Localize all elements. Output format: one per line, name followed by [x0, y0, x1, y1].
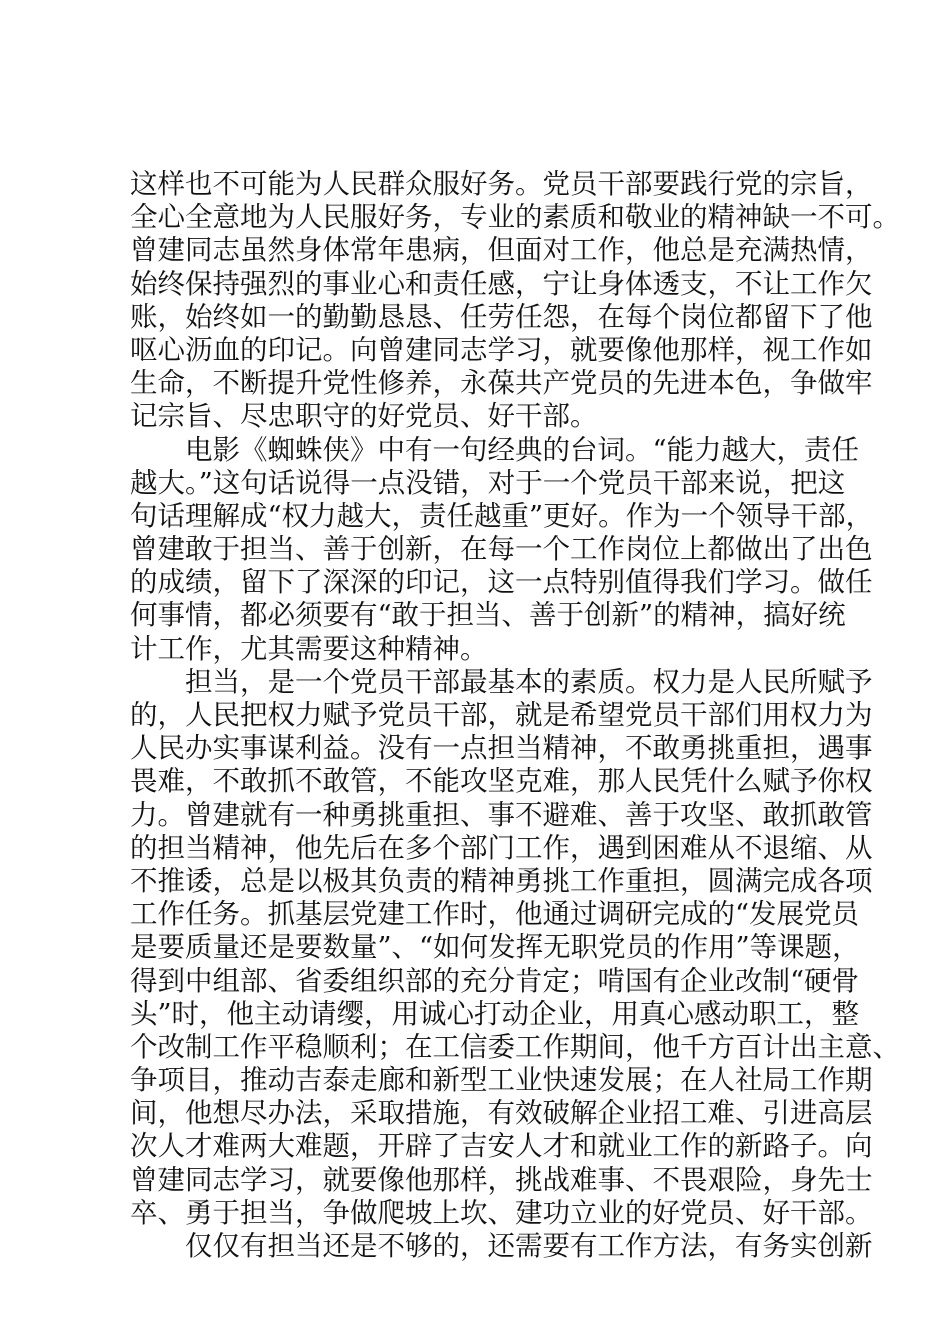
text-line: 力。曾建就有一种勇挑重担、事不避难、善于攻坚、敢抓敢管 — [130, 798, 873, 831]
text-line: 的，人民把权力赋予党员干部，就是希望党员干部们用权力为 — [130, 699, 873, 731]
text-line: 的担当精神，他先后在多个部门工作，遇到困难从不退缩、从 — [130, 831, 873, 864]
text-line: 句话理解成“权力越大，责任越重”更好。作为一个领导干部， — [130, 499, 874, 532]
text-line: 不推诿，总是以极其负责的精神勇挑工作重担，圆满完成各项 — [130, 864, 873, 897]
paragraph-first-line: 电影《蜘蛛侠》中有一句经典的台词。“能力越大，责任 — [185, 433, 860, 466]
text-line: 间，他想尽办法，采取措施，有效破解企业招工难、引进高层 — [130, 1097, 873, 1130]
text-line: 的成绩，留下了深深的印记，这一点特别值得我们学习。做任 — [130, 566, 873, 599]
text-line: 始终保持强烈的事业心和责任感，宁让身体透支，不让工作欠 — [130, 267, 873, 300]
text-line: 卒、勇于担当，争做爬坡上坎、建功立业的好党员、好干部。 — [130, 1196, 873, 1229]
text-line: 何事情，都必须要有“敢于担当、善于创新”的精神，搞好统 — [130, 599, 846, 632]
text-line: 次人才难两大难题，开辟了吉安人才和就业工作的新路子。向 — [130, 1130, 873, 1163]
text-line: 工作任务。抓基层党建工作时，他通过调研完成的“发展党员 — [130, 898, 860, 931]
text-line: 呕心沥血的印记。向曾建同志学习，就要像他那样，视工作如 — [130, 333, 873, 366]
text-line: 越大。”这句话说得一点没错，对于一个党员干部来说，把这 — [130, 466, 846, 499]
text-line: 账，始终如一的勤勤恳恳、任劳任怨，在每个岗位都留下了他 — [130, 300, 873, 333]
text-line: 计工作，尤其需要这种精神。 — [130, 632, 488, 665]
text-line: 这样也不可能为人民群众服好务。党员干部要践行党的宗旨， — [130, 168, 873, 200]
paragraph-first-line: 担当，是一个党员干部最基本的素质。权力是人民所赋予 — [185, 665, 873, 698]
text-line: 得到中组部、省委组织部的充分肯定；啃国有企业改制“硬骨 — [130, 964, 860, 997]
text-line: 畏难，不敢抓不敢管，不能攻坚克难，那人民凭什么赋予你权 — [130, 765, 873, 798]
text-line: 头”时，他主动请缨，用诚心打动企业，用真心感动职工，整 — [130, 997, 860, 1030]
document-body — [130, 168, 900, 1263]
text-line: 全心全意地为人民服好务，专业的素质和敬业的精神缺一不可。 — [130, 201, 900, 234]
text-line: 争项目，推动吉泰走廊和新型工业快速发展；在人社局工作期 — [130, 1064, 873, 1097]
text-line: 生命，不断提升党性修养，永葆共产党员的先进本色，争做牢 — [130, 367, 873, 400]
text-line: 个改制工作平稳顺利；在工信委工作期间，他千方百计出主意、 — [130, 1030, 900, 1063]
text-line: 人民办实事谋利益。没有一点担当精神，不敢勇挑重担，遇事 — [130, 732, 873, 765]
paragraph-first-line: 仅仅有担当还是不够的，还需要有工作方法，有务实创新 — [185, 1230, 873, 1262]
text-line: 曾建同志虽然身体常年患病，但面对工作，他总是充满热情， — [130, 234, 873, 267]
text-line: 曾建同志学习，就要像他那样，挑战难事、不畏艰险，身先士 — [130, 1163, 873, 1196]
text-line: 曾建敢于担当、善于创新，在每一个工作岗位上都做出了出色 — [130, 533, 873, 566]
text-line: 是要质量还是要数量”、“如何发挥无职党员的作用”等课题， — [130, 931, 860, 964]
text-line: 记宗旨、尽忠职守的好党员、好干部。 — [130, 400, 598, 433]
